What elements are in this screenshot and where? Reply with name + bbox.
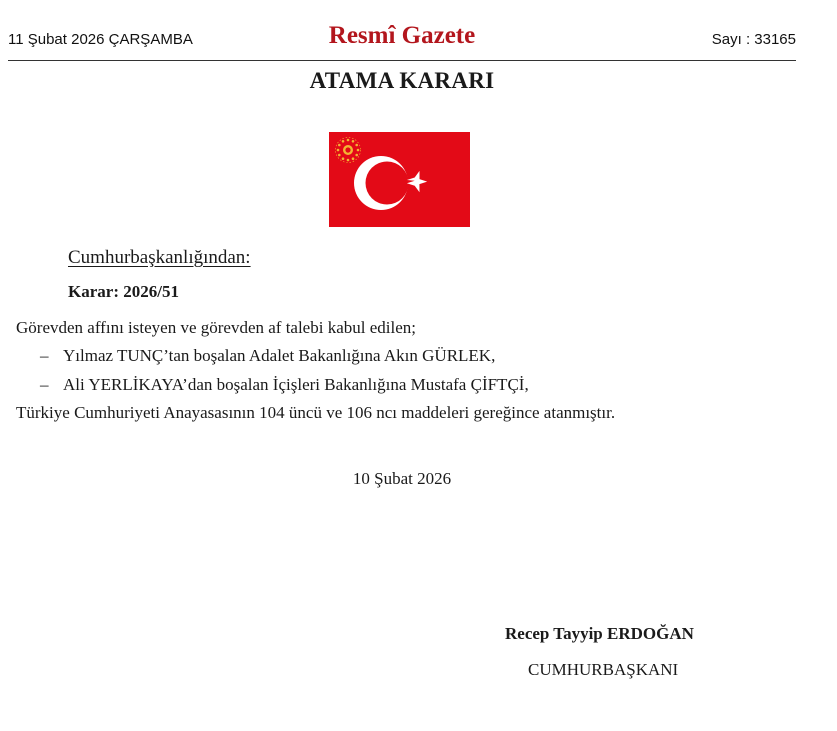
document-title: ATAMA KARARI — [309, 68, 495, 93]
list-item — [40, 375, 529, 395]
list-bullet: – — [40, 346, 49, 365]
issue-number: Sayı : 33165 — [711, 31, 796, 48]
decision-number: Karar: 2026/51 — [68, 282, 179, 301]
gazette-title: Resmî Gazete — [328, 22, 476, 49]
list-bullet: – — [40, 375, 49, 394]
list-item — [40, 346, 495, 366]
masthead-divider — [8, 60, 796, 61]
signer-title: CUMHURBAŞKANI — [528, 660, 679, 679]
list-item-text: Ali YERLİKAYA’dan boşalan İçişleri Bakanlığına Mustafa ÇİFTÇİ, — [63, 375, 529, 394]
signer-name: Recep Tayyip ERDOĞAN — [505, 624, 694, 643]
decision-intro: Görevden affını isteyen ve görevden af talebi kabul edilen; — [16, 318, 416, 337]
masthead — [8, 22, 796, 58]
list-item-text: Yılmaz TUNÇ’tan boşalan Adalet Bakanlığına Akın GÜRLEK, — [63, 346, 496, 365]
signature-date: 10 Şubat 2026 — [352, 469, 452, 488]
issue-date: 11 Şubat 2026 ÇARŞAMBA — [8, 31, 193, 48]
decision-closing: Türkiye Cumhuriyeti Anayasasının 104 üncü ve 106 ncı maddeleri gereğince atanmıştır. — [16, 403, 616, 422]
presidential-flag-icon — [329, 132, 470, 227]
issuing-authority: Cumhurbaşkanlığından: — [68, 247, 251, 268]
